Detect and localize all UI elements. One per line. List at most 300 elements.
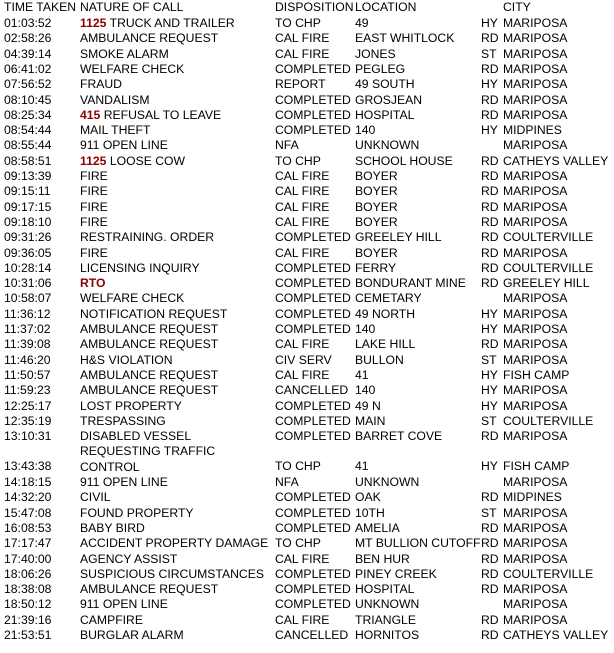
street-suffix: RD bbox=[481, 566, 499, 581]
street-suffix: RD bbox=[481, 260, 499, 275]
nature-of-call bbox=[80, 598, 168, 610]
location: BOYER bbox=[355, 199, 398, 214]
location: FERRY bbox=[355, 260, 397, 275]
table-row bbox=[0, 169, 614, 184]
street-suffix: RD bbox=[481, 536, 499, 551]
nature-of-call bbox=[80, 139, 168, 151]
table-row bbox=[0, 16, 614, 31]
nature-of-call bbox=[80, 155, 185, 167]
city: MARIPOSA bbox=[503, 214, 568, 229]
disposition: COMPLETED bbox=[275, 306, 351, 321]
nature-text: AMBULANCE REQUEST bbox=[80, 31, 219, 46]
street-suffix: HY bbox=[481, 322, 498, 336]
time-taken: 04:39:14 bbox=[4, 46, 52, 61]
city: FISH CAMP bbox=[503, 459, 570, 474]
nature-text: NOTIFICATION REQUEST bbox=[80, 306, 228, 321]
nature-text: AMBULANCE REQUEST bbox=[80, 337, 219, 352]
table-row bbox=[0, 184, 614, 199]
location: 49 NORTH bbox=[355, 306, 416, 321]
nature-text: FRAUD bbox=[80, 77, 122, 92]
nature-of-call bbox=[80, 277, 106, 289]
time-taken: 18:50:12 bbox=[4, 597, 52, 612]
city: MARIPOSA bbox=[503, 505, 568, 520]
street-suffix: ST bbox=[481, 413, 497, 428]
city: MARIPOSA bbox=[503, 383, 568, 398]
time-taken: 11:36:12 bbox=[4, 306, 51, 321]
nature-of-call bbox=[80, 476, 168, 488]
city: MARIPOSA bbox=[503, 16, 568, 30]
city: MARIPOSA bbox=[503, 582, 568, 597]
disposition: TO CHP bbox=[275, 16, 321, 30]
street-suffix: HY bbox=[481, 306, 498, 321]
location: CEMETARY bbox=[355, 291, 422, 306]
street-suffix: RD bbox=[481, 490, 499, 505]
table-row bbox=[0, 62, 614, 77]
table-row bbox=[0, 138, 614, 153]
table-row bbox=[0, 230, 614, 245]
location: MT BULLION CUTOFF bbox=[355, 536, 481, 551]
location: BOYER bbox=[355, 169, 398, 183]
nature-of-call bbox=[80, 614, 143, 626]
street-suffix: RD bbox=[481, 612, 499, 627]
time-taken: 11:50:57 bbox=[4, 367, 51, 382]
nature-text: TRUCK AND TRAILER bbox=[106, 16, 235, 30]
nature-text: LOOSE COW bbox=[106, 153, 186, 168]
header-location: LOCATION bbox=[355, 0, 417, 14]
location: 140 bbox=[355, 322, 376, 336]
nature-of-call bbox=[80, 583, 218, 595]
street-suffix: RD bbox=[481, 92, 499, 107]
nature-text: REQUESTING TRAFFIC CONTROL bbox=[80, 444, 216, 474]
nature-of-call bbox=[80, 507, 194, 519]
city: MARIPOSA bbox=[503, 31, 568, 46]
nature-of-call bbox=[80, 17, 235, 29]
disposition: CAL FIRE bbox=[275, 551, 330, 566]
city: MIDPINES bbox=[503, 490, 562, 505]
nature-of-call bbox=[80, 94, 150, 106]
street-suffix: RD bbox=[481, 153, 499, 168]
street-suffix: RD bbox=[481, 61, 499, 76]
nature-text: AMBULANCE REQUEST bbox=[80, 383, 219, 398]
nature-of-call bbox=[80, 629, 184, 641]
street-suffix: HY bbox=[481, 459, 498, 474]
table-row bbox=[0, 536, 614, 551]
city: MARIPOSA bbox=[503, 61, 568, 76]
street-suffix: RD bbox=[481, 169, 499, 183]
nature-of-call bbox=[80, 522, 145, 534]
table-row bbox=[0, 77, 614, 92]
nature-text: AMBULANCE REQUEST bbox=[80, 367, 219, 382]
location: 140 bbox=[355, 383, 376, 398]
time-taken: 17:40:00 bbox=[4, 551, 52, 566]
nature-text: WELFARE CHECK bbox=[80, 61, 185, 76]
location: TRIANGLE bbox=[355, 612, 416, 627]
nature-text: BABY BIRD bbox=[80, 520, 145, 535]
nature-text: LICENSING INQUIRY bbox=[80, 260, 200, 275]
location: OAK bbox=[355, 490, 381, 505]
city: MARIPOSA bbox=[503, 138, 568, 153]
table-row bbox=[0, 31, 614, 46]
disposition: COMPLETED bbox=[275, 107, 351, 122]
table-row bbox=[0, 597, 614, 612]
city: MARIPOSA bbox=[503, 337, 568, 352]
street-suffix: RD bbox=[481, 337, 499, 352]
table-row bbox=[0, 276, 614, 291]
city: MARIPOSA bbox=[503, 551, 568, 566]
disposition: COMPLETED bbox=[275, 230, 351, 245]
table-row bbox=[0, 567, 614, 582]
city: MARIPOSA bbox=[503, 77, 568, 92]
nature-text: AGENCY ASSIST bbox=[80, 551, 178, 566]
nature-of-call bbox=[80, 537, 268, 549]
disposition: CAL FIRE bbox=[275, 31, 330, 46]
street-suffix: RD bbox=[481, 245, 499, 260]
location: 41 bbox=[355, 459, 369, 474]
disposition: CIV SERV bbox=[275, 352, 332, 367]
city: FISH CAMP bbox=[503, 367, 570, 382]
time-taken: 14:32:20 bbox=[4, 490, 52, 505]
table-row bbox=[0, 353, 614, 368]
time-taken: 12:35:19 bbox=[4, 413, 52, 428]
time-taken: 21:53:51 bbox=[4, 628, 52, 642]
nature-text: MAIL THEFT bbox=[80, 123, 151, 138]
nature-text: WELFARE CHECK bbox=[80, 291, 185, 306]
street-suffix: ST bbox=[481, 505, 497, 520]
street-suffix: RD bbox=[481, 276, 499, 291]
street-suffix: RD bbox=[481, 429, 499, 444]
city: MARIPOSA bbox=[503, 398, 568, 413]
city: MARIPOSA bbox=[503, 352, 568, 367]
call-code: 1125 bbox=[80, 16, 107, 30]
nature-of-call bbox=[80, 185, 108, 197]
street-suffix: ST bbox=[481, 352, 497, 367]
time-taken: 09:18:10 bbox=[4, 214, 52, 229]
nature-text: ACCIDENT PROPERTY DAMAGE bbox=[80, 536, 269, 551]
disposition: NFA bbox=[275, 138, 299, 153]
nature-text: 911 OPEN LINE bbox=[80, 475, 168, 489]
nature-text: FIRE bbox=[80, 184, 108, 199]
disposition: COMPLETED bbox=[275, 429, 351, 444]
time-taken: 10:31:06 bbox=[4, 276, 52, 291]
nature-of-call bbox=[80, 216, 108, 228]
call-code: RTO bbox=[80, 276, 106, 291]
disposition: COMPLETED bbox=[275, 582, 351, 597]
disposition: TO CHP bbox=[275, 536, 321, 551]
location: HOSPITAL bbox=[355, 582, 415, 597]
time-taken: 13:43:38 bbox=[4, 459, 52, 474]
street-suffix: RD bbox=[481, 214, 499, 229]
location: PEGLEG bbox=[355, 61, 406, 76]
time-taken: 09:15:11 bbox=[4, 184, 51, 199]
street-suffix: RD bbox=[481, 520, 499, 535]
nature-of-call bbox=[80, 384, 218, 396]
street-suffix: HY bbox=[481, 77, 498, 92]
street-suffix: RD bbox=[481, 199, 499, 214]
nature-of-call bbox=[80, 553, 177, 565]
disposition: COMPLETED bbox=[275, 597, 351, 612]
city: MARIPOSA bbox=[503, 184, 568, 199]
table-row bbox=[0, 582, 614, 597]
street-suffix: RD bbox=[481, 582, 499, 597]
disposition: COMPLETED bbox=[275, 61, 351, 76]
nature-of-call bbox=[80, 48, 169, 60]
disposition: COMPLETED bbox=[275, 566, 351, 581]
nature-of-call bbox=[80, 32, 218, 44]
disposition: CAL FIRE bbox=[275, 337, 330, 352]
disposition: REPORT bbox=[275, 77, 326, 92]
nature-text: LOST PROPERTY bbox=[80, 398, 182, 413]
disposition: CANCELLED bbox=[275, 628, 349, 642]
table-row bbox=[0, 246, 614, 261]
disposition: CAL FIRE bbox=[275, 184, 330, 199]
time-taken: 11:59:23 bbox=[4, 383, 51, 398]
city: COULTERVILLE bbox=[503, 260, 594, 275]
table-row bbox=[0, 506, 614, 521]
city: MARIPOSA bbox=[503, 536, 568, 551]
city: MARIPOSA bbox=[503, 306, 568, 321]
table-row bbox=[0, 414, 614, 429]
disposition: COMPLETED bbox=[275, 520, 351, 535]
table-row bbox=[0, 475, 614, 490]
street-suffix: RD bbox=[481, 31, 499, 46]
table-row bbox=[0, 123, 614, 138]
disposition: CAL FIRE bbox=[275, 245, 330, 260]
nature-of-call bbox=[80, 63, 184, 75]
location: AMELIA bbox=[355, 520, 400, 535]
street-suffix: HY bbox=[481, 367, 498, 382]
nature-of-call bbox=[80, 369, 218, 381]
nature-text: AMBULANCE REQUEST bbox=[80, 582, 219, 597]
location: SCHOOL HOUSE bbox=[355, 153, 453, 168]
street-suffix: HY bbox=[481, 123, 498, 138]
table-row bbox=[0, 307, 614, 322]
header-disposition: DISPOSITION bbox=[275, 0, 354, 14]
time-taken: 09:13:39 bbox=[4, 169, 52, 183]
nature-of-call bbox=[80, 323, 218, 335]
time-taken: 06:41:02 bbox=[4, 61, 52, 76]
time-taken: 13:10:31 bbox=[4, 429, 52, 444]
location: UNKNOWN bbox=[355, 597, 420, 612]
time-taken: 02:58:26 bbox=[4, 31, 52, 46]
nature-text: FIRE bbox=[80, 169, 108, 183]
nature-text: SUSPICIOUS CIRCUMSTANCES bbox=[80, 566, 264, 581]
table-row bbox=[0, 47, 614, 62]
disposition: TO CHP bbox=[275, 153, 321, 168]
city: MARIPOSA bbox=[503, 199, 568, 214]
header-nature-of-call: NATURE OF CALL bbox=[80, 0, 184, 14]
location: GROSJEAN bbox=[355, 92, 423, 107]
city: MARIPOSA bbox=[503, 92, 568, 107]
city: COULTERVILLE bbox=[503, 566, 594, 581]
city: COULTERVILLE bbox=[503, 413, 594, 428]
location: PINEY CREEK bbox=[355, 566, 437, 581]
disposition: CAL FIRE bbox=[275, 214, 330, 229]
disposition: CAL FIRE bbox=[275, 199, 330, 214]
location: GREELEY HILL bbox=[355, 230, 442, 245]
location: BOYER bbox=[355, 245, 398, 260]
location: BEN HUR bbox=[355, 551, 410, 566]
nature-text: VANDALISM bbox=[80, 92, 150, 107]
time-taken: 01:03:52 bbox=[4, 16, 52, 30]
time-taken: 08:58:51 bbox=[4, 153, 52, 168]
nature-text: FIRE bbox=[80, 214, 108, 229]
time-taken: 08:54:44 bbox=[4, 123, 52, 138]
nature-of-call bbox=[80, 170, 108, 182]
time-taken: 09:17:15 bbox=[4, 199, 52, 214]
nature-of-call bbox=[80, 124, 150, 136]
time-taken: 14:18:15 bbox=[4, 475, 52, 489]
location: EAST WHITLOCK bbox=[355, 31, 455, 46]
street-suffix: HY bbox=[481, 383, 498, 398]
table-row bbox=[0, 154, 614, 169]
city: CATHEYS VALLEY bbox=[503, 628, 609, 642]
city: MARIPOSA bbox=[503, 107, 568, 122]
nature-text: H&S VIOLATION bbox=[80, 352, 173, 367]
nature-of-call bbox=[80, 292, 184, 304]
street-suffix: ST bbox=[481, 46, 497, 61]
nature-text: BURGLAR ALARM bbox=[80, 628, 184, 642]
time-taken: 09:36:05 bbox=[4, 245, 52, 260]
location: 41 bbox=[355, 367, 369, 382]
table-row bbox=[0, 215, 614, 230]
call-code: 415 bbox=[80, 107, 101, 122]
time-taken: 08:55:44 bbox=[4, 138, 52, 153]
time-taken: 11:46:20 bbox=[4, 352, 51, 367]
disposition: COMPLETED bbox=[275, 490, 351, 505]
time-taken: 21:39:16 bbox=[4, 612, 52, 627]
disposition: COMPLETED bbox=[275, 413, 351, 428]
table-row bbox=[0, 521, 614, 536]
city: MARIPOSA bbox=[503, 429, 568, 444]
table-row bbox=[0, 291, 614, 306]
time-taken: 15:47:08 bbox=[4, 505, 52, 520]
nature-text: REFUSAL TO LEAVE bbox=[100, 107, 222, 122]
nature-text: SMOKE ALARM bbox=[80, 46, 169, 61]
disposition: COMPLETED bbox=[275, 322, 351, 336]
disposition: CAL FIRE bbox=[275, 612, 330, 627]
location: BOYER bbox=[355, 184, 398, 199]
table-row bbox=[0, 429, 614, 444]
table-row bbox=[0, 613, 614, 628]
city: MARIPOSA bbox=[503, 245, 568, 260]
nature-of-call bbox=[80, 444, 270, 475]
time-taken: 18:38:08 bbox=[4, 582, 52, 597]
time-taken: 08:25:34 bbox=[4, 107, 52, 122]
disposition: NFA bbox=[275, 475, 299, 489]
nature-of-call bbox=[80, 262, 200, 274]
table-row bbox=[0, 261, 614, 276]
location: 49 N bbox=[355, 398, 381, 413]
disposition: COMPLETED bbox=[275, 123, 351, 138]
nature-text: FIRE bbox=[80, 199, 108, 214]
location: BULLON bbox=[355, 352, 404, 367]
street-suffix: RD bbox=[481, 230, 499, 245]
location: BOYER bbox=[355, 214, 398, 229]
table-row bbox=[0, 552, 614, 567]
nature-of-call bbox=[80, 400, 182, 412]
disposition: CAL FIRE bbox=[275, 169, 330, 183]
disposition: COMPLETED bbox=[275, 260, 351, 275]
time-taken: 16:08:53 bbox=[4, 520, 52, 535]
table-row bbox=[0, 368, 614, 383]
time-taken: 10:28:14 bbox=[4, 260, 52, 275]
nature-of-call bbox=[80, 109, 221, 121]
nature-text: DISABLED VESSEL bbox=[80, 429, 192, 444]
time-taken: 09:31:26 bbox=[4, 230, 52, 245]
disposition: CANCELLED bbox=[275, 383, 349, 398]
nature-text: 911 OPEN LINE bbox=[80, 138, 168, 153]
nature-text: AMBULANCE REQUEST bbox=[80, 322, 219, 336]
location: BARRET COVE bbox=[355, 429, 443, 444]
nature-text: RESTRAINING. ORDER bbox=[80, 230, 215, 245]
city: MARIPOSA bbox=[503, 612, 568, 627]
disposition: COMPLETED bbox=[275, 92, 351, 107]
city: MARIPOSA bbox=[503, 322, 568, 336]
table-row bbox=[0, 628, 614, 643]
nature-of-call bbox=[80, 491, 110, 503]
city: MIDPINES bbox=[503, 123, 562, 138]
city: MARIPOSA bbox=[503, 291, 568, 306]
time-taken: 17:17:47 bbox=[4, 536, 52, 551]
nature-text: 911 OPEN LINE bbox=[80, 597, 168, 612]
header-time-taken: TIME TAKEN bbox=[4, 0, 77, 14]
street-suffix: RD bbox=[481, 107, 499, 122]
table-row bbox=[0, 337, 614, 352]
nature-of-call bbox=[80, 338, 218, 350]
time-taken: 10:58:07 bbox=[4, 291, 52, 306]
nature-text: FIRE bbox=[80, 245, 108, 260]
disposition: COMPLETED bbox=[275, 505, 351, 520]
city: CATHEYS VALLEY bbox=[503, 153, 609, 168]
street-suffix: RD bbox=[481, 184, 499, 199]
nature-of-call bbox=[80, 568, 264, 580]
nature-of-call bbox=[80, 247, 108, 259]
disposition: COMPLETED bbox=[275, 398, 351, 413]
city: GREELEY HILL bbox=[503, 276, 590, 291]
location: HORNITOS bbox=[355, 628, 420, 642]
disposition: COMPLETED bbox=[275, 276, 351, 291]
table-row bbox=[0, 108, 614, 123]
call-code: 1125 bbox=[80, 153, 107, 168]
table-row bbox=[0, 490, 614, 505]
location: UNKNOWN bbox=[355, 138, 420, 153]
city: MARIPOSA bbox=[503, 520, 568, 535]
nature-text: FOUND PROPERTY bbox=[80, 505, 194, 520]
location: 49 SOUTH bbox=[355, 77, 415, 92]
location: LAKE HILL bbox=[355, 337, 416, 352]
table-row bbox=[0, 93, 614, 108]
time-taken: 08:10:45 bbox=[4, 92, 52, 107]
street-suffix: HY bbox=[481, 16, 498, 30]
nature-text: CAMPFIRE bbox=[80, 612, 143, 627]
table-row bbox=[0, 399, 614, 414]
street-suffix: RD bbox=[481, 551, 499, 566]
nature-of-call bbox=[80, 430, 191, 442]
street-suffix: HY bbox=[481, 398, 498, 413]
header-city: CITY bbox=[503, 0, 531, 14]
city: COULTERVILLE bbox=[503, 230, 594, 245]
location: UNKNOWN bbox=[355, 475, 420, 489]
disposition: COMPLETED bbox=[275, 291, 351, 306]
time-taken: 11:39:08 bbox=[4, 337, 51, 352]
nature-text: CIVIL bbox=[80, 490, 111, 505]
city: MARIPOSA bbox=[503, 46, 568, 61]
nature-of-call bbox=[80, 201, 108, 213]
location: BONDURANT MINE bbox=[355, 276, 466, 291]
city: MARIPOSA bbox=[503, 169, 568, 183]
table-row bbox=[0, 322, 614, 337]
nature-of-call bbox=[80, 308, 227, 320]
